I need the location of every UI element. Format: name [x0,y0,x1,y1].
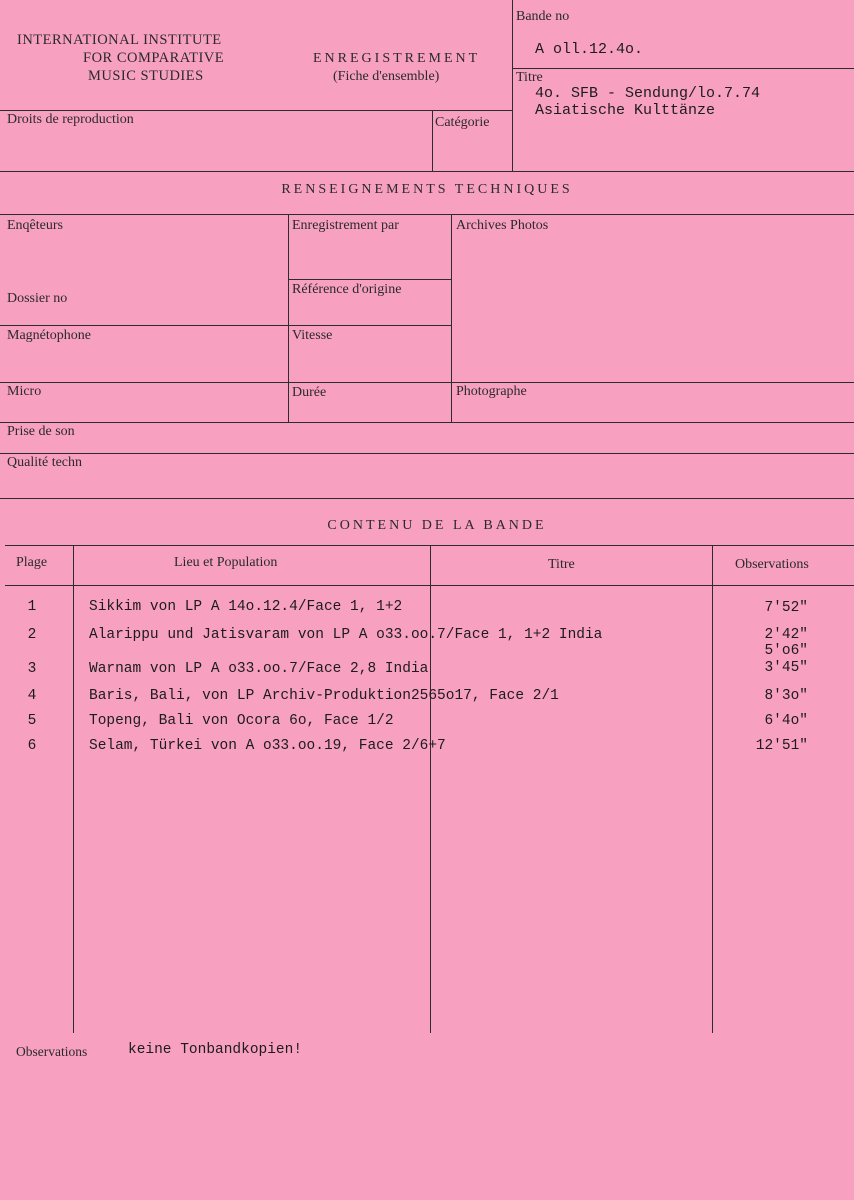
micro-bottom-line [0,422,854,423]
qualite-techn-label: Qualité techn [7,455,83,470]
row-2-obs: 2'42" [764,627,808,643]
dossier-bottom-line [0,325,451,326]
institute-name-line3: MUSIC STUDIES [88,68,204,84]
row-4-text: Baris, Bali, von LP Archiv-Produktion2565o17, Face 2/1 [89,688,559,704]
row-5-obs: 6'4o" [764,713,808,729]
col-header-titre: Titre [548,557,575,572]
vitesse-label: Vitesse [292,328,333,343]
titre-value-line2: Asiatische Kulttänze [535,102,716,119]
col-header-lieu: Lieu et Population [174,555,278,570]
technical-section-title: RENSEIGNEMENTS TECHNIQUES [281,182,573,197]
enqueteurs-label: Enqêteurs [7,218,63,233]
institute-name-line2: FOR COMPARATIVE [83,50,225,66]
form-title: ENREGISTREMENT [313,51,481,66]
content-col-divider-1 [73,545,74,1033]
enregistrement-par-label: Enregistrement par [292,218,399,233]
duree-label: Durée [292,385,327,400]
footer-observations-value: keine Tonbandkopien! [128,1042,303,1058]
magnetophone-bottom-line [0,382,854,383]
magnetophone-label: Magnétophone [7,328,91,343]
technical-top-line [0,214,854,215]
micro-label: Micro [7,384,42,399]
row-1-obs: 7'52" [764,600,808,616]
row-3-obs: 3'45" [764,660,808,676]
photographe-label: Photographe [456,384,527,399]
row-4-obs: 8'3o" [764,688,808,704]
content-section-title: CONTENU DE LA BANDE [327,518,547,533]
dossier-no-label: Dossier no [7,291,68,306]
content-col-divider-3 [712,545,713,1033]
row-4-plage: 4 [27,688,37,704]
tech-col-divider-2 [451,214,452,423]
row-6-text: Selam, Türkei von A o33.oo.19, Face 2/6+7 [89,738,446,754]
row-5-text: Topeng, Bali von Ocora 6o, Face 1/2 [89,713,394,729]
row-6-plage: 6 [27,738,37,754]
header-bottom-line [0,171,854,172]
titre-label: Titre [516,70,543,85]
titre-value-line1: 4o. SFB - Sendung/lo.7.74 [535,85,761,102]
row-3-text: Warnam von LP A o33.oo.7/Face 2,8 India [89,661,429,677]
reference-origine-label: Référence d'origine [292,282,402,297]
col-header-plage: Plage [16,555,48,570]
tech-col-divider-1 [288,214,289,423]
row-2-plage: 2 [27,627,37,643]
content-col-divider-2 [430,545,431,1033]
bande-value: A oll.12.4o. [535,41,644,58]
header-right-divider [512,0,513,171]
row-3-plage: 3 [27,661,37,677]
categorie-divider [432,110,433,171]
droits-top-line [0,110,512,111]
prise-bottom-line [0,453,854,454]
form-subtitle: (Fiche d'ensemble) [333,69,440,84]
row-2-text: Alarippu und Jatisvaram von LP A o33.oo.7/Face 1, 1+2 India [89,627,603,643]
row-1-text: Sikkim von LP A 14o.12.4/Face 1, 1+2 [89,599,403,615]
row-5-plage: 5 [27,713,37,729]
enregistrement-bottom-line [288,279,451,280]
row-6-obs: 12'51" [755,738,808,754]
technical-bottom-line [0,498,854,499]
droits-label: Droits de reproduction [7,112,134,127]
bande-label: Bande no [516,9,570,24]
archives-photos-label: Archives Photos [456,218,549,233]
row-1-plage: 1 [27,599,37,615]
bande-divider [512,68,854,69]
row-2-obs2: 5'o6" [764,643,808,659]
institute-name-line1: INTERNATIONAL INSTITUTE [17,32,222,48]
categorie-label: Catégorie [435,115,490,130]
footer-observations-label: Observations [16,1044,88,1059]
col-header-observations: Observations [735,557,809,572]
prise-de-son-label: Prise de son [7,424,75,439]
